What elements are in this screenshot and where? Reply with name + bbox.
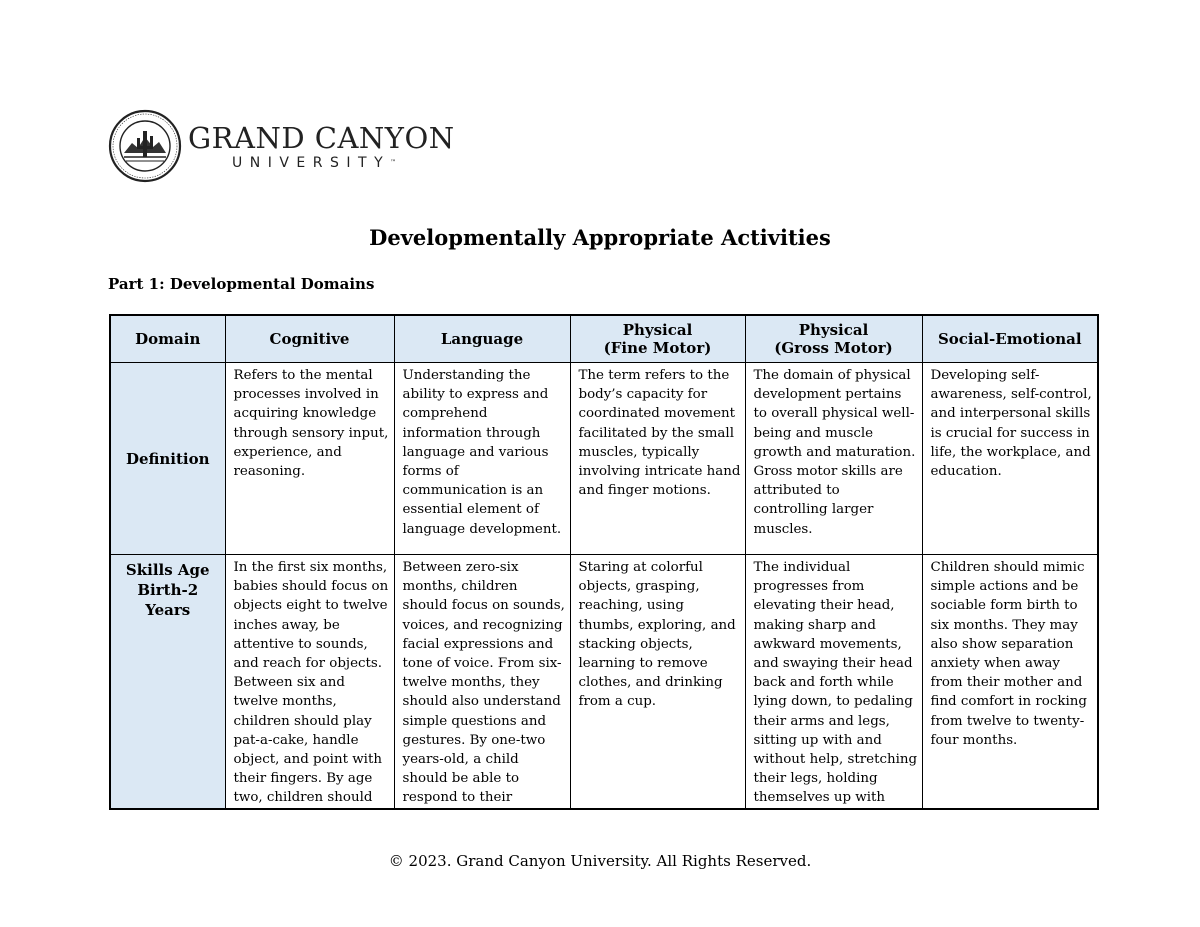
cell-definition-social-emotional: Developing self-awareness, self-control, and interpersonal skills is crucial for success in life, the workplace, and education. <box>922 363 1098 555</box>
cell-skills-language: Between zero-six months, children should focus on sounds, voices, and recognizing facial expressions and tone of voice. From six-twelve months, they should also understand simple questions and gestures. By one-two years-old, a child should be able to respond to their <box>394 555 570 809</box>
cell-skills-social-emotional: Children should mimic simple actions and be sociable form birth to six months. They may also show separation anxiety when away from their mother and find comfort in rocking from twelve to twenty-four months. <box>922 555 1098 809</box>
copyright-footer: © 2023. Grand Canyon University. All Rights Reserved. <box>388 852 812 870</box>
cell-definition-cognitive: Refers to the mental processes involved in acquiring knowledge through sensory input, experience, and reasoning. <box>225 363 394 555</box>
developmental-domains-table <box>109 314 1099 810</box>
header-domain: Domain <box>110 315 225 363</box>
cell-definition-gross-motor: The domain of physical development pertains to overall physical well-being and muscle growth and maturation. Gross motor skills are attributed to controlling larger muscles. <box>745 363 922 555</box>
header-cognitive: Cognitive <box>225 315 394 363</box>
table-row-definition <box>110 363 1098 555</box>
header-row <box>110 315 1098 363</box>
header-fine-motor: Physical (Fine Motor) <box>570 315 745 363</box>
page-title: Developmentally Appropriate Activities <box>369 225 831 250</box>
row-label-skills: Skills Age Birth-2 Years <box>110 555 225 809</box>
header-social-emotional: Social-Emotional <box>922 315 1098 363</box>
cell-definition-language: Understanding the ability to express and comprehend information through language and various forms of communication is an essential element of language development. <box>394 363 570 555</box>
cell-definition-fine-motor: The term refers to the body’s capacity for coordinated movement facilitated by the small muscles, typically involving intricate hand and finger motions. <box>570 363 745 555</box>
header-gross-motor: Physical (Gross Motor) <box>745 315 922 363</box>
trademark-symbol: ™ <box>390 159 397 166</box>
wordmark <box>188 122 455 172</box>
university-logo <box>108 109 455 183</box>
table-row-skills <box>110 555 1098 809</box>
cell-skills-fine-motor: Staring at colorful objects, grasping, reaching, using thumbs, exploring, and stacking objects, learning to remove clothes, and drinking from a cup. <box>570 555 745 809</box>
part-heading: Part 1: Developmental Domains <box>108 275 375 293</box>
logo-name-top: GRAND CANYON <box>188 121 455 155</box>
university-seal-icon <box>108 109 182 183</box>
row-label-definition: Definition <box>110 363 225 555</box>
header-language: Language <box>394 315 570 363</box>
cell-skills-cognitive: In the first six months, babies should focus on objects eight to twelve inches away, be attentive to sounds, and reach for objects. Between six and twelve months, children should play pat-a-cake, handle object, and point with their fingers. By age two, children should <box>225 555 394 809</box>
cell-skills-gross-motor: The individual progresses from elevating their head, making sharp and awkward movements, and swaying their head back and forth while lying down, to pedaling their arms and legs, sitting up with and without help, stretching their legs, holding themselves up with <box>745 555 922 809</box>
logo-name-bottom: UNIVERSITY™ <box>232 155 397 171</box>
